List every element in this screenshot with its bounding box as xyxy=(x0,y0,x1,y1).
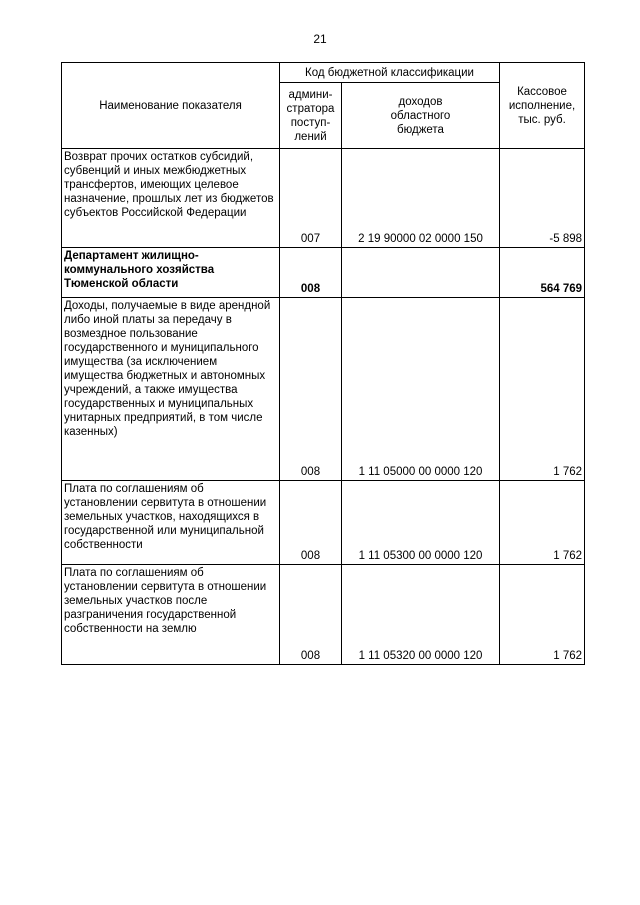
header-row-1 xyxy=(62,63,585,83)
row-name: Плата по соглашениям об установлении сервитута в отношении земельных участков, находящихся в государственной или муниципальной собственности xyxy=(62,481,280,565)
budget-table xyxy=(61,62,585,665)
row-income-code: 1 11 05000 00 0000 120 xyxy=(342,298,500,481)
row-name: Плата по соглашениям об установлении сервитута в отношении земельных участков после разграничения государственной собственности на землю xyxy=(62,565,280,665)
table-row xyxy=(62,149,585,248)
header-kbk-group: Код бюджетной классификации xyxy=(280,63,500,83)
row-name: Доходы, получаемые в виде арендной либо иной платы за передачу в возмездное пользование государственного и муниципального имущества (за исключением имущества бюджетных и автономных учреждений, а также имущества государственных и муниципальных унитарных предприятий, в том числе казенных) xyxy=(62,298,280,481)
row-admin-code: 008 xyxy=(280,481,342,565)
table-body xyxy=(62,149,585,665)
header-name: Наименование показателя xyxy=(62,63,280,149)
header-income: доходов областного бюджета xyxy=(342,83,500,149)
table-header xyxy=(62,63,585,149)
row-amount: 1 762 xyxy=(500,298,585,481)
row-amount: 1 762 xyxy=(500,481,585,565)
row-income-code xyxy=(342,248,500,298)
row-name: Возврат прочих остатков субсидий, субвенций и иных межбюджетных трансфертов, имеющих целевое назначение, прошлых лет из бюджетов субъектов Российской Федерации xyxy=(62,149,280,248)
page-number: 21 xyxy=(313,32,327,46)
row-income-code: 2 19 90000 02 0000 150 xyxy=(342,149,500,248)
row-name: Департамент жилищно-коммунального хозяйства Тюменской области xyxy=(62,248,280,298)
row-income-code: 1 11 05320 00 0000 120 xyxy=(342,565,500,665)
row-admin-code: 008 xyxy=(280,565,342,665)
row-admin-code: 008 xyxy=(280,248,342,298)
row-amount: 1 762 xyxy=(500,565,585,665)
header-cash: Кассовое исполнение, тыс. руб. xyxy=(500,63,585,149)
header-admin: админи- стратора поступ- лений xyxy=(280,83,342,149)
row-amount: 564 769 xyxy=(500,248,585,298)
row-admin-code: 007 xyxy=(280,149,342,248)
row-income-code: 1 11 05300 00 0000 120 xyxy=(342,481,500,565)
table-row xyxy=(62,565,585,665)
row-amount: -5 898 xyxy=(500,149,585,248)
table-row xyxy=(62,481,585,565)
table-row xyxy=(62,298,585,481)
table-row xyxy=(62,248,585,298)
row-admin-code: 008 xyxy=(280,298,342,481)
